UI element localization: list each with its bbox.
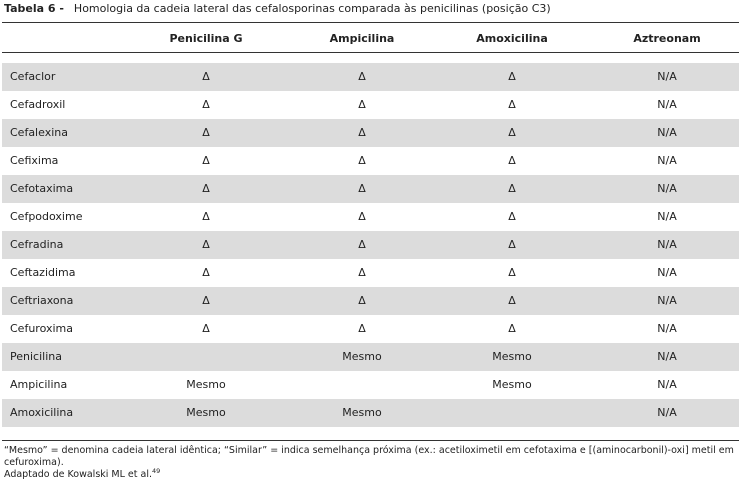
table-cell: Δ: [358, 70, 366, 83]
table-cell: N/A: [657, 350, 677, 363]
table-cell: Δ: [358, 210, 366, 223]
table-body: [2, 63, 739, 427]
column-header-ampicilina: Ampicilina: [329, 32, 395, 45]
table-cell: Δ: [358, 154, 366, 167]
table-row: [2, 175, 739, 203]
table-cell: Δ: [358, 266, 366, 279]
row-drug-name: Cefpodoxime: [10, 210, 83, 223]
footnote-source-text: Adaptado de Kowalski ML et al.: [4, 469, 153, 480]
table-row: [2, 399, 739, 427]
column-header-penicilina-g: Penicilina G: [169, 32, 243, 45]
table-cell: Δ: [358, 126, 366, 139]
row-drug-name: Cefradina: [10, 238, 64, 251]
table-cell: N/A: [657, 294, 677, 307]
table-cell: Mesmo: [492, 350, 532, 363]
table-cell: Δ: [358, 98, 366, 111]
row-drug-name: Ampicilina: [10, 378, 68, 391]
row-drug-name: Cefotaxima: [10, 182, 74, 195]
table-row: [2, 315, 739, 343]
table-cell: Δ: [508, 98, 516, 111]
table-cell: Δ: [202, 322, 210, 335]
table-cell: Δ: [358, 182, 366, 195]
table-cell: Δ: [202, 182, 210, 195]
row-drug-name: Amoxicilina: [10, 406, 74, 419]
table-cell: N/A: [657, 154, 677, 167]
table-cell: N/A: [657, 70, 677, 83]
table-cell: Δ: [508, 70, 516, 83]
table-cell: N/A: [657, 182, 677, 195]
table-title: Homologia da cadeia lateral das cefalosporinas comparada às penicilinas (posição C3): [73, 2, 551, 15]
table-cell: Δ: [202, 210, 210, 223]
table-cell: Δ: [202, 98, 210, 111]
table-row: [2, 287, 739, 315]
table-cell: Δ: [202, 126, 210, 139]
table-cell: Δ: [508, 154, 516, 167]
table-caption: [4, 1, 551, 17]
table-cell: Δ: [202, 294, 210, 307]
table-row: [2, 91, 739, 119]
footnote-reference: 49: [152, 466, 161, 475]
row-drug-name: Cefixima: [10, 154, 59, 167]
table-cell: Δ: [508, 126, 516, 139]
row-drug-name: Cefaclor: [10, 70, 56, 83]
row-drug-name: Penicilina: [10, 350, 62, 363]
column-header-aztreonam: Aztreonam: [633, 32, 701, 45]
table-cell: Δ: [358, 294, 366, 307]
table-cell: Δ: [508, 210, 516, 223]
bottom-rule: [2, 440, 739, 441]
row-drug-name: Ceftriaxona: [10, 294, 74, 307]
table-cell: N/A: [657, 406, 677, 419]
table-header: [2, 30, 739, 50]
footnote-definitions: “Mesmo” = denomina cadeia lateral idêntica; “Similar” = indica semelhança próxima (ex.: acetiloximetil em cefotaxima e [(aminocarbonil)-oxi] metil em cefuroxima).: [4, 445, 734, 468]
table-row: [2, 63, 739, 91]
table-row: [2, 259, 739, 287]
footnote-source: [4, 466, 734, 481]
table-cell: N/A: [657, 322, 677, 335]
row-drug-name: Cefadroxil: [10, 98, 66, 111]
table-row: [2, 343, 739, 371]
table-cell: Mesmo: [342, 350, 382, 363]
table-cell: N/A: [657, 210, 677, 223]
table-cell: Δ: [202, 70, 210, 83]
table-cell: Δ: [508, 182, 516, 195]
table-cell: Δ: [508, 294, 516, 307]
row-drug-name: Ceftazidima: [10, 266, 76, 279]
table-cell: Mesmo: [186, 378, 226, 391]
table-cell: Mesmo: [492, 378, 532, 391]
table-row: [2, 231, 739, 259]
row-drug-name: Cefuroxima: [10, 322, 73, 335]
table-cell: N/A: [657, 266, 677, 279]
row-drug-name: Cefalexina: [10, 126, 68, 139]
table-row: [2, 119, 739, 147]
table-cell: Δ: [358, 322, 366, 335]
table-cell: Δ: [508, 238, 516, 251]
column-header-amoxicilina: Amoxicilina: [476, 32, 548, 45]
table-cell: Δ: [202, 238, 210, 251]
table-cell: Δ: [358, 238, 366, 251]
table-row: [2, 147, 739, 175]
table-cell: N/A: [657, 126, 677, 139]
table-label: Tabela 6 -: [4, 2, 64, 15]
table-cell: N/A: [657, 378, 677, 391]
table-cell: N/A: [657, 238, 677, 251]
header-rule: [2, 52, 739, 53]
table-cell: Δ: [508, 322, 516, 335]
table-row: [2, 203, 739, 231]
table-cell: Δ: [202, 266, 210, 279]
table-cell: Mesmo: [186, 406, 226, 419]
table-cell: Mesmo: [342, 406, 382, 419]
top-rule: [2, 22, 739, 23]
table-cell: N/A: [657, 98, 677, 111]
table-cell: Δ: [202, 154, 210, 167]
table-cell: Δ: [508, 266, 516, 279]
table-row: [2, 371, 739, 399]
table-footnote: [4, 445, 734, 481]
